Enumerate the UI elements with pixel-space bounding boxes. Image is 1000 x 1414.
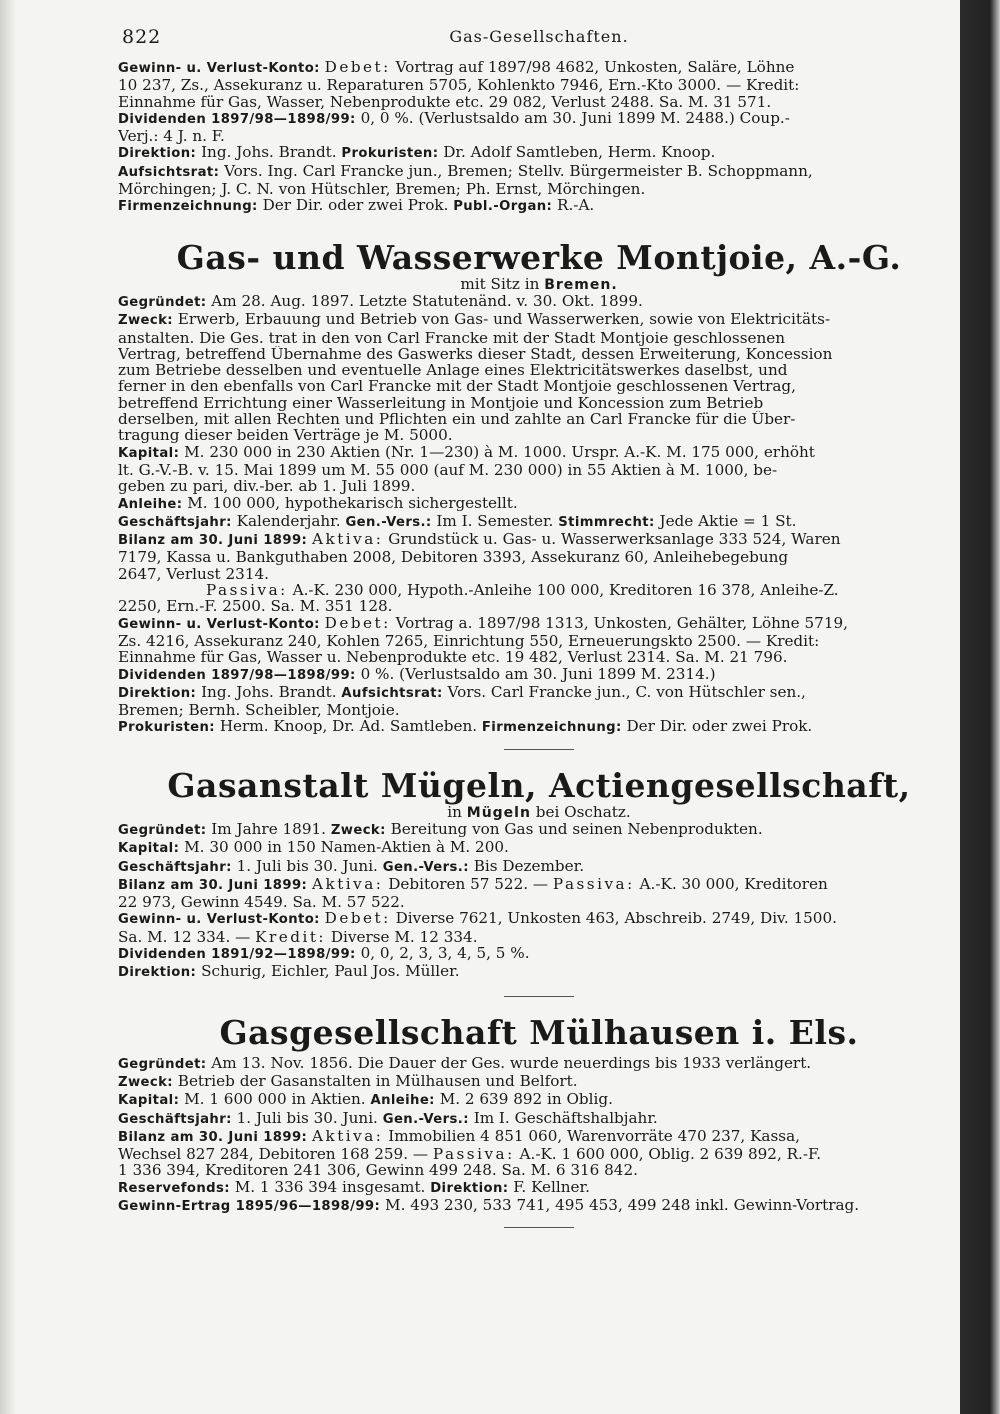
running-title: Gas-Gesellschaften. xyxy=(449,27,629,46)
entry-line: Direktion: Ing. Johs. Brandt. Aufsichtsrat: Vors. Carl Francke jun., C. von Hütschler sen., xyxy=(118,683,806,701)
entry-line: Bilanz am 30. Juni 1899: Aktiva: Debitoren 57 522. — Passiva: A.-K. 30 000, Kreditoren xyxy=(118,875,828,893)
entry-line: derselben, mit allen Rechten und Pflichten ein und zahlte an Carl Francke für die Über- xyxy=(118,411,796,428)
entry-line: Kapital: M. 230 000 in 230 Aktien (Nr. 1—230) à M. 1000. Urspr. A.-K. M. 175 000, erhöht xyxy=(118,443,815,461)
entry-line: Gegründet: Am 13. Nov. 1856. Die Dauer der Ges. wurde neuerdings bis 1933 verlängert. xyxy=(118,1054,812,1072)
entry-line: Vertrag, betreffend Übernahme des Gaswerks dieser Stadt, dessen Erweiterung, Koncession xyxy=(118,345,833,363)
entry-line: Sa. M. 12 334. — Kredit: Diverse M. 12 334. xyxy=(118,928,478,946)
document-page xyxy=(118,22,960,1228)
company-seat: in Mügeln bei Oschatz. xyxy=(447,803,631,821)
entry-line: tragung dieser beiden Verträge je M. 5000. xyxy=(118,427,453,444)
entry-line: Zweck: Erwerb, Erbauung und Betrieb von Gas- und Wasserwerken, sowie von Elektricitäts- xyxy=(118,311,831,329)
entry-line: Gegründet: Im Jahre 1891. Zweck: Bereitung von Gas und seinen Nebenprodukten. xyxy=(118,820,763,838)
company-heading: Gasanstalt Mügeln, Actiengesellschaft, xyxy=(167,765,911,805)
entry-line: Geschäftsjahr: Kalenderjahr. Gen.-Vers.: Im I. Semester. Stimmrecht: Jede Aktie = 1 St. xyxy=(118,512,797,530)
entry-line: geben zu pari, div.-ber. ab 1. Juli 1899. xyxy=(118,478,416,495)
entry-line: Gewinn- u. Verlust-Konto: Debet: Vortrag a. 1897/98 1313, Unkosten, Gehälter, Löhne 5719, xyxy=(118,614,848,632)
entry-line: Anleihe: M. 100 000, hypothekarisch sichergestellt. xyxy=(118,494,518,512)
entry-line: anstalten. Die Ges. trat in den von Carl Francke mit der Stadt Montjoie geschlossenen xyxy=(118,329,786,346)
entry-line: Reservefonds: M. 1 336 394 insgesamt. Direktion: F. Kellner. xyxy=(118,1178,590,1196)
entry-line: Einnahme für Gas, Wasser, Nebenprodukte etc. 29 082, Verlust 2488. Sa. M. 31 571. xyxy=(118,93,772,110)
entry-line: Dividenden 1891/92—1898/99: 0, 0, 2, 3, 3, 4, 5, 5 %. xyxy=(118,945,530,963)
entry-line: 1 336 394, Kreditoren 241 306, Gewinn 499 248. Sa. M. 6 316 842. xyxy=(118,1162,638,1179)
company-heading: Gas- und Wasserwerke Montjoie, A.-G. xyxy=(176,237,902,277)
company-seat: mit Sitz in Bremen. xyxy=(460,275,618,293)
entry-continuation xyxy=(118,59,960,216)
entry-line: Bilanz am 30. Juni 1899: Aktiva: Grundstück u. Gas- u. Wasserwerksanlage 333 524, Waren xyxy=(118,531,841,549)
entry-line: Mörchingen; J. C. N. von Hütschler, Bremen; Ph. Ernst, Mörchingen. xyxy=(118,181,646,198)
section-divider xyxy=(504,996,574,997)
entry-line: Dividenden 1897/98—1898/99: 0 %. (Verlustsaldo am 30. Juni 1899 M. 2314.) xyxy=(118,665,716,683)
entry-line: Geschäftsjahr: 1. Juli bis 30. Juni. Gen.-Vers.: Im I. Geschäftshalbjahr. xyxy=(118,1109,658,1127)
entry-line: Zweck: Betrieb der Gasanstalten in Mülhausen und Belfort. xyxy=(118,1072,578,1090)
page-number: 822 xyxy=(122,26,162,48)
entry-line: Gewinn-Ertrag 1895/96—1898/99: M. 493 230, 533 741, 495 453, 499 248 inkl. Gewinn-Vortrag. xyxy=(118,1197,860,1215)
entry-line: Prokuristen: Herm. Knoop, Dr. Ad. Samtleben. Firmenzeichnung: Der Dir. oder zwei Prok. xyxy=(118,718,813,736)
entry-line: lt. G.-V.-B. v. 15. Mai 1899 um M. 55 000 (auf M. 230 000) in 55 Aktien à M. 1000, be- xyxy=(118,461,778,479)
scan-edge-shadow xyxy=(960,0,1000,1414)
entry-line: Dividenden 1897/98—1898/99: 0, 0 %. (Verlustsaldo am 30. Juni 1899 M. 2488.) Coup.- xyxy=(118,109,790,127)
entry-line: Kapital: M. 30 000 in 150 Namen-Aktien à M. 200. xyxy=(118,839,509,857)
section-divider xyxy=(504,749,574,750)
company-heading: Gasgesellschaft Mülhausen i. Els. xyxy=(219,1012,859,1052)
entry-line: 2250, Ern.-F. 2500. Sa. M. 351 128. xyxy=(118,598,393,615)
entry-line: zum Betriebe desselben und eventuelle Anlage eines Elektricitätswerkes daselbst, und xyxy=(118,362,788,379)
entry-line: Kapital: M. 1 600 000 in Aktien. Anleihe: M. 2 639 892 in Oblig. xyxy=(118,1091,613,1109)
entry-line: Gewinn- u. Verlust-Konto: Debet: Diverse 7621, Unkosten 463, Abschreib. 2749, Div. 1500. xyxy=(118,910,837,928)
entry-line: 10 237, Zs., Assekuranz u. Reparaturen 5705, Kohlenkto 7946, Ern.-Kto 3000. — Kredit: xyxy=(118,77,800,94)
entry-line: Direktion: Ing. Johs. Brandt. Prokuristen: Dr. Adolf Samtleben, Herm. Knoop. xyxy=(118,144,716,162)
entry-line: betreffend Errichtung einer Wasserleitung in Montjoie und Koncession zum Betrieb xyxy=(118,394,764,412)
running-header xyxy=(118,22,960,58)
entry-line: Einnahme für Gas, Wasser u. Nebenprodukte etc. 19 482, Verlust 2314. Sa. M. 21 796. xyxy=(118,649,788,666)
entry-line: Firmenzeichnung: Der Dir. oder zwei Prok. Publ.-Organ: R.-A. xyxy=(118,197,595,215)
company-entry-muegeln xyxy=(118,765,960,982)
entry-line: 22 973, Gewinn 4549. Sa. M. 57 522. xyxy=(118,894,405,911)
entry-line: Verj.: 4 J. n. F. xyxy=(118,128,225,145)
entry-line: Bremen; Bernh. Scheibler, Montjoie. xyxy=(118,702,400,719)
entry-line: 7179, Kassa u. Bankguthaben 2008, Debitoren 3393, Assekuranz 60, Anleihebegebung xyxy=(118,549,789,566)
entry-line: Gegründet: Am 28. Aug. 1897. Letzte Statutenänd. v. 30. Okt. 1899. xyxy=(118,292,643,310)
company-entry-muelhausen xyxy=(118,1012,960,1216)
entry-line: Gewinn- u. Verlust-Konto: Debet: Vortrag auf 1897/98 4682, Unkosten, Saläre, Löhne xyxy=(118,59,795,76)
entry-line: Wechsel 827 284, Debitoren 168 259. — Passiva: A.-K. 1 600 000, Oblig. 2 639 892, R.-F. xyxy=(118,1146,822,1163)
company-entry-montjoie xyxy=(118,237,960,737)
entry-line: Bilanz am 30. Juni 1899: Aktiva: Immobilien 4 851 060, Warenvorräte 470 237, Kassa, xyxy=(118,1127,800,1145)
book-gutter-shadow xyxy=(0,0,16,1414)
entry-line: Direktion: Schurig, Eichler, Paul Jos. Müller. xyxy=(118,963,460,981)
entry-line: Aufsichtsrat: Vors. Ing. Carl Francke jun., Bremen; Stellv. Bürgermeister B. Schoppmann, xyxy=(118,162,813,180)
entry-line: Geschäftsjahr: 1. Juli bis 30. Juni. Gen.-Vers.: Bis Dezember. xyxy=(118,857,585,875)
entry-line: 2647, Verlust 2314. xyxy=(118,565,269,583)
entry-line: Passiva: A.-K. 230 000, Hypoth.-Anleihe 100 000, Kreditoren 16 378, Anleihe-Z. xyxy=(206,582,839,599)
entry-line: ferner in den ebenfalls von Carl Francke mit der Stadt Montjoie geschlossenen Vertrag, xyxy=(118,378,796,395)
section-divider xyxy=(504,1227,574,1228)
entry-line: Zs. 4216, Assekuranz 240, Kohlen 7265, Einrichtung 550, Erneuerungskto 2500. — Kredit: xyxy=(118,632,820,650)
